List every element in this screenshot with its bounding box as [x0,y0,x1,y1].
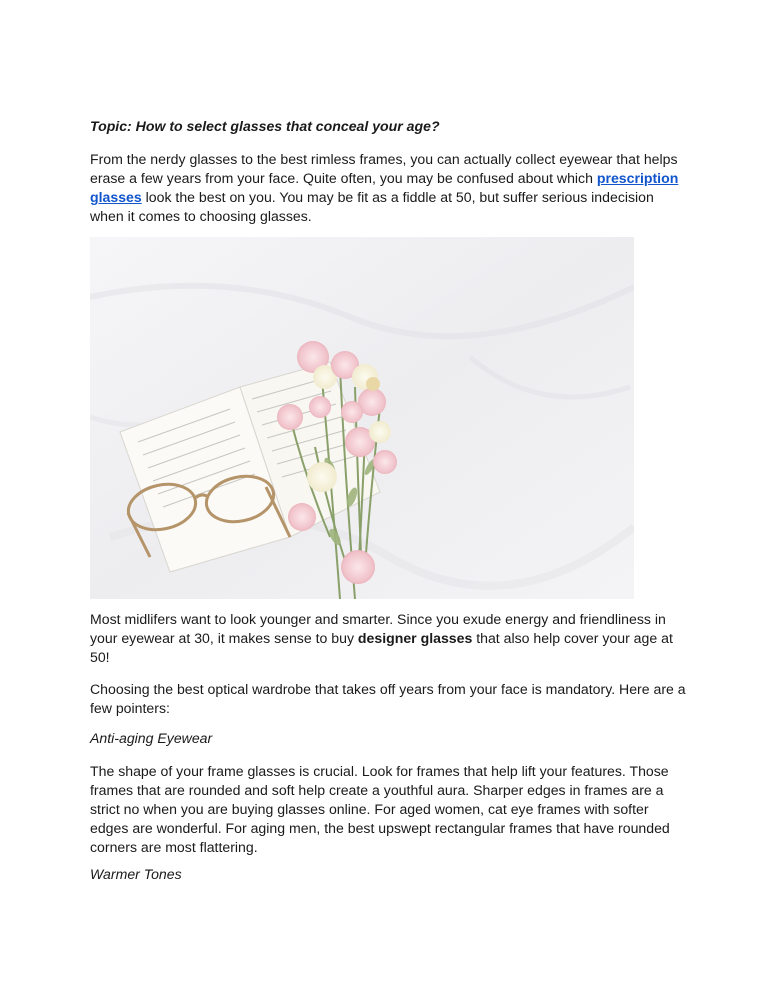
anti-aging-heading: Anti-aging Eyewear [90,730,213,746]
shape-line-2: frames that are rounded and soft help create a youthful aura. Sharper edges in frames are a [90,782,664,798]
wardrobe-line-1: Choosing the best optical wardrobe that takes off years from your face is mandatory. Here are a [90,681,686,697]
warmer-tones-heading: Warmer Tones [90,866,182,882]
designer-glasses-bold: designer glasses [357,630,473,646]
topic-heading: Topic: How to select glasses that conceal your age? [90,118,440,134]
shape-line-1: The shape of your frame glasses is crucial. Look for frames that help lift your features. Those [90,763,669,779]
midlifers-line-3: 50! [90,649,110,665]
prescription-glasses-link-part-1[interactable]: prescription [596,170,679,186]
wardrobe-line-2: few pointers: [90,700,170,716]
book-flowers-glasses-photo [90,237,634,599]
midlifers-line-2-end: that also help cover your age at [472,630,673,646]
intro-paragraph [90,150,680,226]
intro-line-1: From the nerdy glasses to the best rimless frames, you can actually collect eyewear that helps [90,151,678,167]
midlifers-line-2-text: your eyewear at 30, it makes sense to buy [90,630,358,646]
intro-line-3-text: look the best on you. You may be fit as a fiddle at 50, but suffer serious indecision [141,189,654,205]
midlifers-paragraph [90,610,680,667]
shape-line-4: edges are wonderful. For aging men, the best upswept rectangular frames that have rounded [90,820,670,836]
midlifers-line-1: Most midlifers want to look younger and smarter. Since you exude energy and friendliness in [90,611,666,627]
prescription-glasses-link-part-2[interactable]: glasses [90,189,142,205]
wardrobe-paragraph [90,680,686,718]
shape-line-5: corners are most flattering. [90,839,258,855]
frame-shape-paragraph [90,762,680,857]
intro-line-4: when it comes to choosing glasses. [90,208,312,224]
shape-line-3: strict no when you are buying glasses online. For aged women, cat eye frames with softer [90,801,649,817]
intro-line-2-text: erase a few years from your face. Quite often, you may be confused about which [90,170,597,186]
